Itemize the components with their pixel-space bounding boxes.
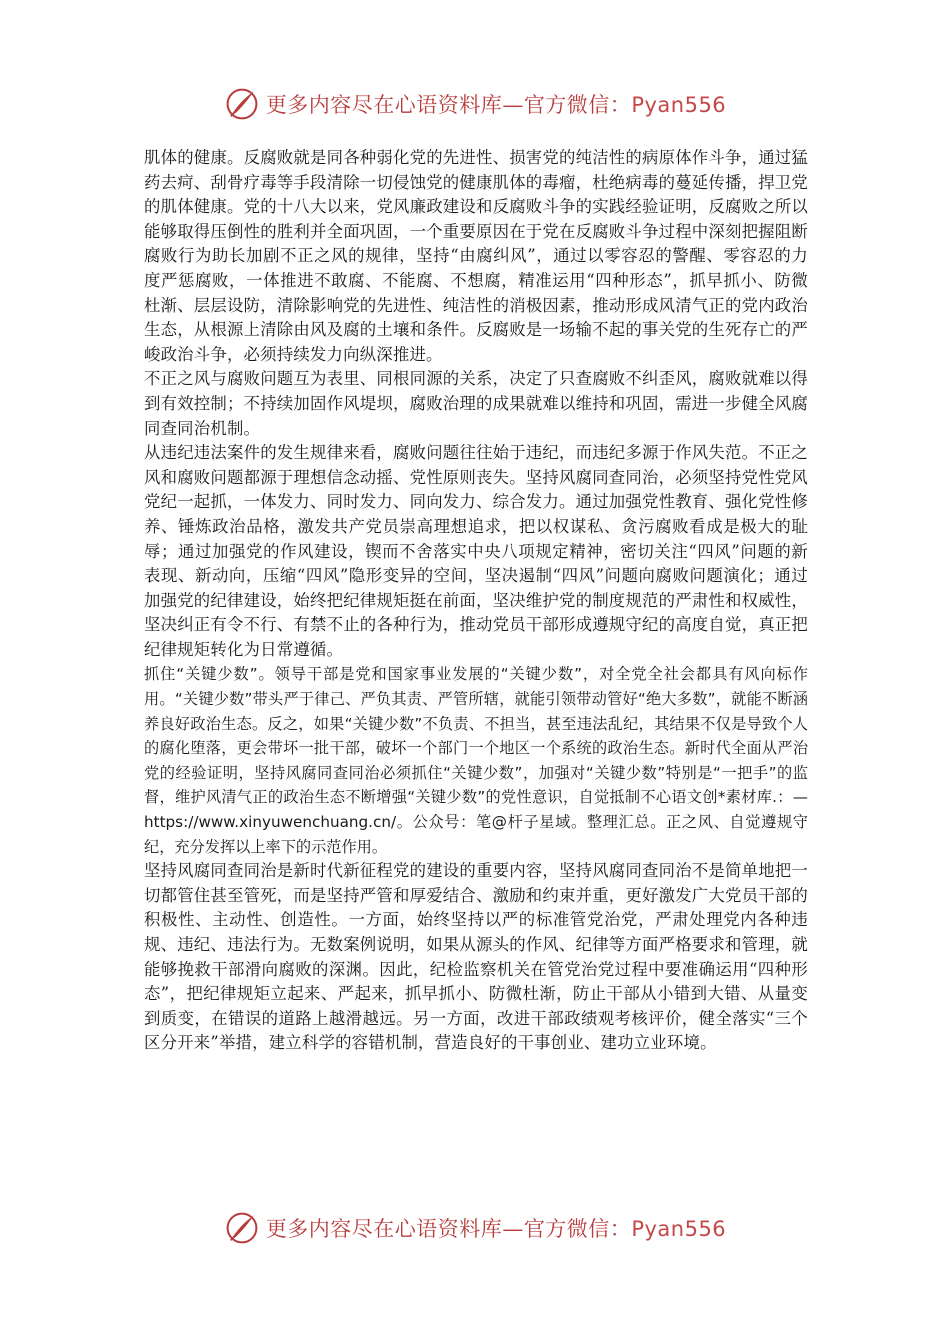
paragraph-4: 抓住“关键少数”。领导干部是党和国家事业发展的“关键少数”，对全党全社会都具有风向标作用。“关键少数”带头严于律己、严负其责、严管所辖，就能引领带动管好“绝大多数”，就能不断涵养良好政治生态。反之，如果“关键少数”不负责、不担当，甚至违法乱纪，其结果不仅是导致个人的腐化堕落，更会带坏一批干部，破坏一个部门一个地区一个系统的政治生态。新时代全面从严治党的经验证明，坚持风腐同查同治必须抓住“关键少数”，加强对“关键少数”特别是“一把手”的监督，维护风清气正的政治生态不断增强“关键少数”的党性意识，自觉抵制不心语文创*素材库.：—https://www.xinyuwenchuang.cn/。公众号：笔@杆子星域。整理汇总。正之风、自觉遵规守纪，充分发挥以上率下的示范作用。	[144, 665, 808, 856]
paragraph-2: 不正之风与腐败问题互为表里、同根同源的关系，决定了只查腐败不纠歪风，腐败就难以得到有效控制；不持续加固作风堤坝，腐败治理的成果就难以维持和巩固，需进一步健全风腐同查同治机制。	[144, 369, 808, 438]
quill-logo-icon	[224, 86, 260, 122]
footer-dash: —	[502, 1217, 524, 1241]
footer-site-name: 更多内容尽在心语资料库	[265, 1217, 503, 1241]
footer-wechat-id: Pyan556	[631, 1217, 727, 1241]
paragraph-1: 肌体的健康。反腐败就是同各种弱化党的先进性、损害党的纯洁性的病原体作斗争，通过猛药去疴、刮骨疗毒等手段清除一切侵蚀党的健康肌体的毒瘤，杜绝病毒的蔓延传播，捍卫党的肌体健康。党的十八大以来，党风廉政建设和反腐败斗争的实践经验证明，反腐败之所以能够取得压倒性的胜利并全面巩固，一个重要原因在于党在反腐败斗争过程中深刻把握阻断腐败行为助长加剧不正之风的规律，坚持“由腐纠风”，通过以零容忍的警醒、零容忍的力度严惩腐败，一体推进不敢腐、不能腐、不想腐，精准运用“四种形态”，抓早抓小、防微杜渐、层层设防，清除影响党的先进性、纯洁性的消极因素，推动形成风清气正的党内政治生态，从根源上清除由风及腐的土壤和条件。反腐败是一场输不起的事关党的生死存亡的严峻政治斗争，必须持续发力向纵深推进。	[144, 148, 808, 364]
header-site-name: 更多内容尽在心语资料库	[265, 93, 503, 117]
header-wechat-label: 官方微信：	[523, 93, 632, 117]
header-banner	[0, 84, 950, 124]
footer-wechat-label: 官方微信：	[523, 1217, 632, 1241]
quill-logo-icon	[224, 1210, 260, 1246]
header-wechat-id: Pyan556	[631, 93, 727, 117]
header-text	[266, 89, 726, 119]
footer-banner	[0, 1208, 950, 1248]
header-dash: —	[502, 93, 524, 117]
document-body	[144, 146, 808, 1056]
paragraph-5: 坚持风腐同查同治是新时代新征程党的建设的重要内容，坚持风腐同查同治不是简单地把一切都管住甚至管死，而是坚持严管和厚爱结合、激励和约束并重，更好激发广大党员干部的积极性、主动性、创造性。一方面，始终坚持以严的标准管党治党，严肃处理党内各种违规、违纪、违法行为。无数案例说明，如果从源头的作风、纪律等方面严格要求和管理，就能够挽救干部滑向腐败的深渊。因此，纪检监察机关在管党治党过程中要准确运用“四种形态”，把纪律规矩立起来、严起来，抓早抓小、防微杜渐，防止干部从小错到大错、从量变到质变，在错误的道路上越滑越远。另一方面，改进干部政绩观考核评价，健全落实“三个区分开来”举措，建立科学的容错机制，营造良好的干事创业、建功立业环境。	[144, 861, 808, 1053]
footer-text	[266, 1213, 726, 1243]
paragraph-3: 从违纪违法案件的发生规律来看，腐败问题往往始于违纪，而违纪多源于作风失范。不正之风和腐败问题都源于理想信念动摇、党性原则丧失。坚持风腐同查同治，必须坚持党性党风党纪一起抓，一体发力、同时发力、同向发力、综合发力。通过加强党性教育、强化党性修养、锤炼政治品格，激发共产党员崇高理想追求，把以权谋私、贪污腐败看成是极大的耻辱；通过加强党的作风建设，锲而不舍落实中央八项规定精神，密切关注“四风”问题的新表现、新动向，压缩“四风”隐形变异的空间，坚决遏制“四风”问题向腐败问题演化；通过加强党的纪律建设，始终把纪律规矩挺在前面，坚决维护党的制度规范的严肃性和权威性，坚决纠正有令不行、有禁不止的各种行为，推动党员干部形成遵规守纪的高度自觉，真正把纪律规矩转化为日常遵循。	[144, 443, 808, 659]
